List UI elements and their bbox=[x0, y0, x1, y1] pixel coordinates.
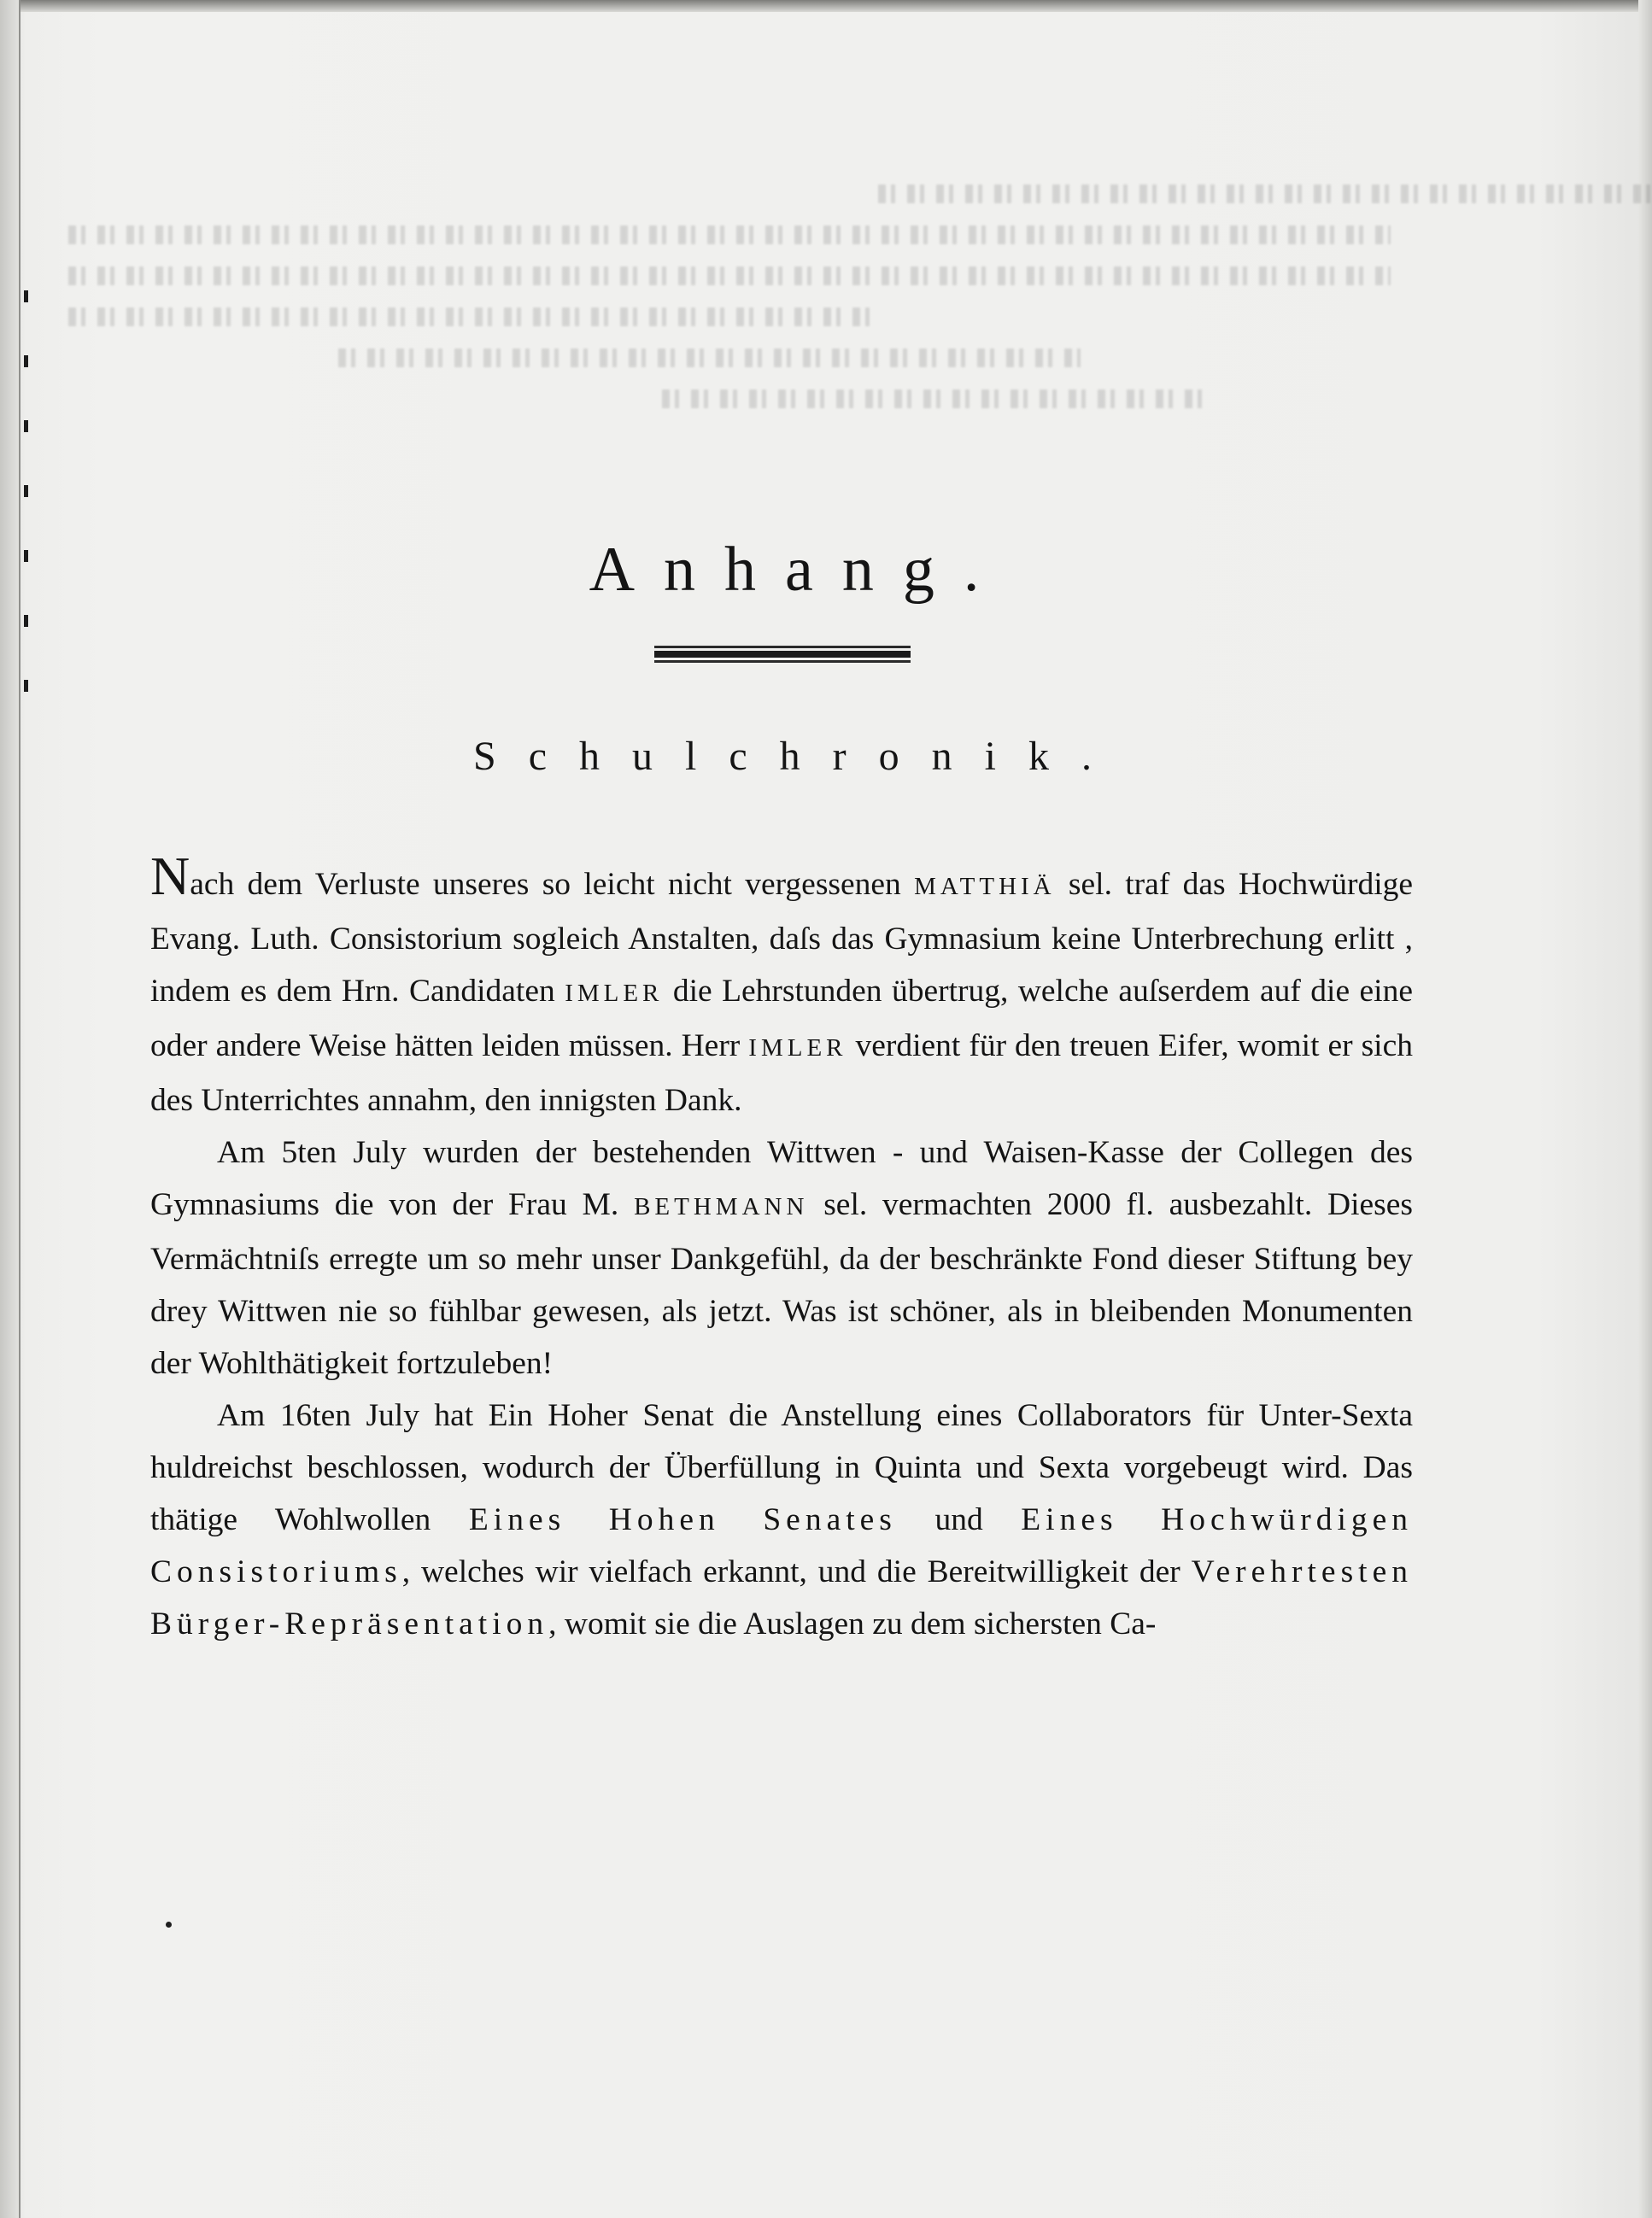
margin-mark bbox=[24, 420, 28, 432]
rule-thin-top bbox=[654, 646, 911, 648]
paragraph-2 bbox=[150, 1127, 1413, 1390]
margin-mark bbox=[24, 290, 28, 302]
page-binding-edge bbox=[0, 0, 21, 2218]
body-text bbox=[150, 846, 1414, 1650]
paragraph-3-text-end: , womit sie die Auslagen zu dem sichersten Ca- bbox=[548, 1606, 1157, 1642]
paragraph-1-text-start: ach dem Verluste unseres so leicht nicht vergessenen bbox=[190, 867, 915, 902]
bleed-line bbox=[68, 266, 1391, 285]
bleed-line bbox=[878, 184, 1652, 203]
paragraph-3-text-mid2: , welches wir vielfach erkannt, und die Bereitwilligkeit der bbox=[401, 1554, 1192, 1589]
page-content bbox=[150, 535, 1414, 1650]
paragraph-1-text-mid: sel. traf das Hochwürdige Evang. Luth. Consistorium sogleich Anstalten, daſs das Gymnasium keine Unterbrechung erlitt , indem es dem Hrn. Candidaten bbox=[150, 867, 1414, 1009]
name-imler: IMLER bbox=[565, 980, 664, 1007]
margin-mark bbox=[24, 550, 28, 562]
drop-cap: N bbox=[150, 846, 190, 906]
margin-mark bbox=[24, 355, 28, 367]
bleed-line bbox=[68, 225, 1391, 244]
rule-thick bbox=[654, 651, 911, 658]
ink-speck bbox=[166, 1922, 172, 1928]
paragraph-3-text-start: Am 16ten July hat Ein Hoher Senat die Anstellung eines Collaborators für Unter-Sexta huldreichst beschlossen, wodurch der Überfüllung in Quinta und Sexta vorgebeugt wird. Das thätige Wohlwollen bbox=[150, 1398, 1413, 1537]
name-imler-second: IMLER bbox=[748, 1034, 847, 1062]
margin-mark bbox=[24, 615, 28, 627]
heading: Anhang. bbox=[589, 535, 1009, 605]
paragraph-2-text-start: Am 5ten July wurden der bestehenden Wittwen - und Waisen-Kasse der Collegen des Gymnasiums die von der Frau M. bbox=[150, 1135, 1413, 1222]
paragraph-1 bbox=[150, 846, 1414, 1127]
paragraph-1-text-mid2: die Lehrstunden übertrug, welche auſserdem auf die eine oder andere Weise hätten leiden müssen. Herr bbox=[150, 974, 1413, 1063]
paragraph-2-text-end: sel. vermachten 2000 fl. ausbezahlt. Dieses Vermächtniſs erregte um so mehr unser Dankgefühl, da der beschränkte Fond dieser Stiftung bey drey Wittwen nie so fühlbar gewesen, als jetzt. Was ist schöner, als in bleibenden Monumenten der Wohlthätigkeit fortzuleben! bbox=[150, 1187, 1413, 1381]
spaced-senate: Eines Hohen Senates bbox=[468, 1502, 897, 1537]
page-top-edge bbox=[0, 0, 1652, 12]
margin-mark bbox=[24, 680, 28, 692]
ornamental-rule bbox=[654, 646, 911, 663]
subheading: Schulchronik. bbox=[473, 734, 1124, 779]
margin-mark bbox=[24, 485, 28, 497]
page-right-edge bbox=[1638, 0, 1652, 2218]
paragraph-3-text-mid1: und bbox=[896, 1502, 1022, 1537]
name-matthiae: MATTHIÄ bbox=[914, 873, 1056, 900]
paragraph-3 bbox=[150, 1390, 1413, 1650]
bleed-line bbox=[338, 348, 1081, 367]
bleed-line bbox=[68, 307, 878, 326]
spaced-consistory: Eines Hochwürdigen Consistoriums bbox=[150, 1502, 1414, 1589]
spaced-citizens: Verehrtesten Bürger-Repräsentation bbox=[150, 1554, 1413, 1642]
rule-thin-bottom bbox=[654, 660, 911, 663]
bleed-line bbox=[662, 389, 1202, 408]
margin-marks bbox=[24, 290, 32, 745]
paragraph-1-text-end: verdient für den treuen Eifer, womit er sich des Unterrichtes annahm, den innigsten Dank. bbox=[150, 1028, 1413, 1118]
name-bethmann: BETHMANN bbox=[634, 1193, 809, 1220]
